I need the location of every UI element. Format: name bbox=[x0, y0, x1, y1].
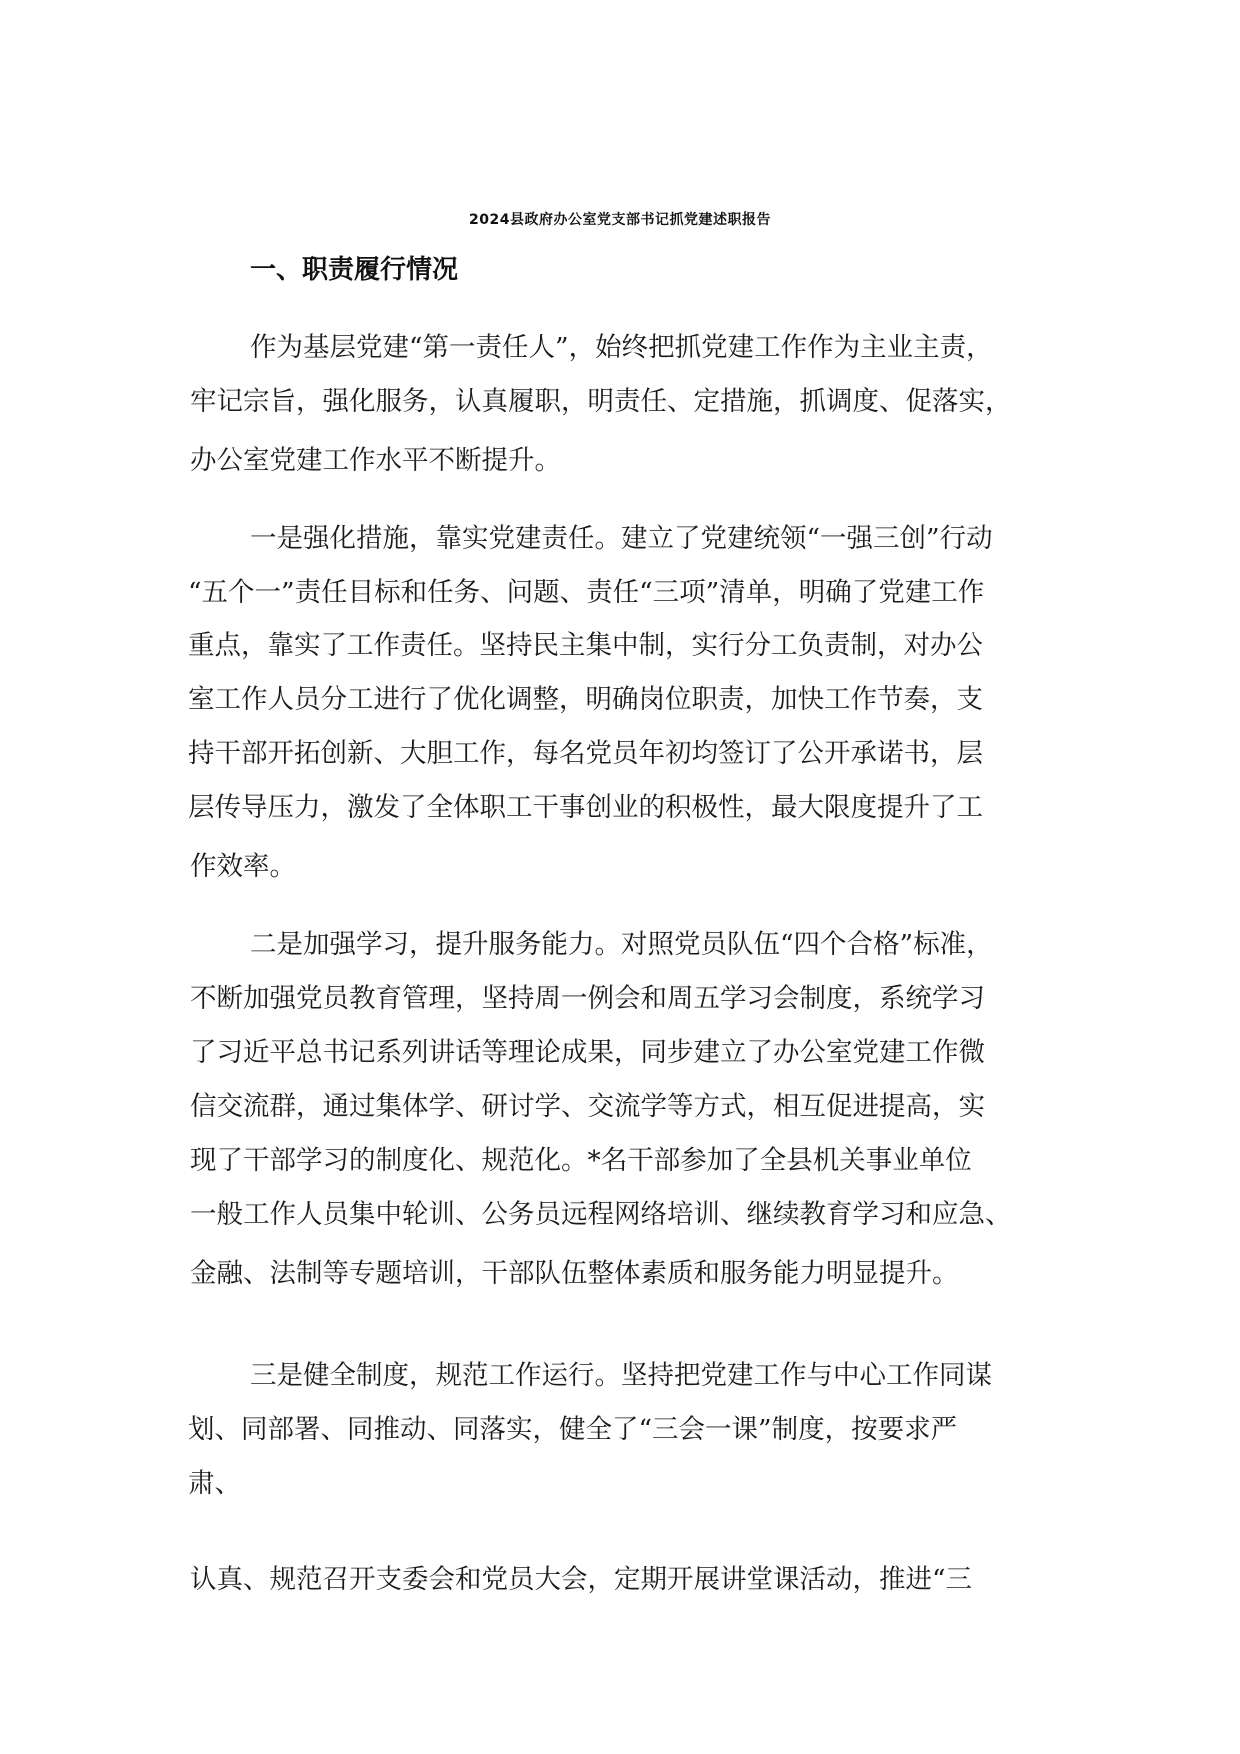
paragraph-line: 作为基层党建“第一责任人”，始终把抓党建工作作为主业主责， bbox=[250, 332, 993, 363]
paragraph-line: 肃、 bbox=[188, 1468, 241, 1499]
paragraph-line: 信交流群，通过集体学、研讨学、交流学等方式，相互促进提高，实 bbox=[190, 1091, 985, 1122]
paragraph-line: 一般工作人员集中轮训、公务员远程网络培训、继续教育学习和应急、 bbox=[190, 1199, 1012, 1230]
paragraph-line: 作效率。 bbox=[190, 851, 296, 882]
paragraph-line: 不断加强党员教育管理，坚持周一例会和周五学习会制度，系统学习 bbox=[190, 983, 985, 1014]
paragraph-line: 牢记宗旨，强化服务，认真履职，明责任、定措施，抓调度、促落实， bbox=[190, 386, 1012, 417]
section-heading: 一、职责履行情况 bbox=[250, 255, 459, 285]
paragraph-line: 室工作人员分工进行了优化调整，明确岗位职责，加快工作节奏，支 bbox=[188, 684, 983, 715]
paragraph-line: 重点，靠实了工作责任。坚持民主集中制，实行分工负责制，对办公 bbox=[188, 630, 983, 661]
paragraph-line: 一是强化措施，靠实党建责任。建立了党建统领“一强三创”行动 bbox=[250, 523, 993, 554]
paragraph-line: “五个一”责任目标和任务、问题、责任“三项”清单，明确了党建工作 bbox=[188, 577, 985, 608]
paragraph-line: 了习近平总书记系列讲话等理论成果，同步建立了办公室党建工作微 bbox=[190, 1037, 985, 1068]
paragraph-line: 划、同部署、同推动、同落实，健全了“三会一课”制度，按要求严 bbox=[188, 1414, 958, 1445]
document-title: 2024县政府办公室党支部书记抓党建述职报告 bbox=[469, 212, 771, 228]
paragraph-line: 金融、法制等专题培训，干部队伍整体素质和服务能力明显提升。 bbox=[190, 1258, 959, 1289]
paragraph-line: 办公室党建工作水平不断提升。 bbox=[190, 445, 561, 476]
paragraph-line: 层传导压力，激发了全体职工干事创业的积极性，最大限度提升了工 bbox=[188, 792, 983, 823]
paragraph-line: 认真、规范召开支委会和党员大会，定期开展讲堂课活动，推进“三 bbox=[190, 1564, 973, 1595]
paragraph-line: 现了干部学习的制度化、规范化。*名干部参加了全县机关事业单位 bbox=[190, 1145, 972, 1176]
paragraph-line: 三是健全制度，规范工作运行。坚持把党建工作与中心工作同谋 bbox=[250, 1360, 992, 1391]
paragraph-line: 持干部开拓创新、大胆工作，每名党员年初均签订了公开承诺书，层 bbox=[188, 738, 983, 769]
paragraph-line: 二是加强学习，提升服务能力。对照党员队伍“四个合格”标准， bbox=[250, 929, 993, 960]
